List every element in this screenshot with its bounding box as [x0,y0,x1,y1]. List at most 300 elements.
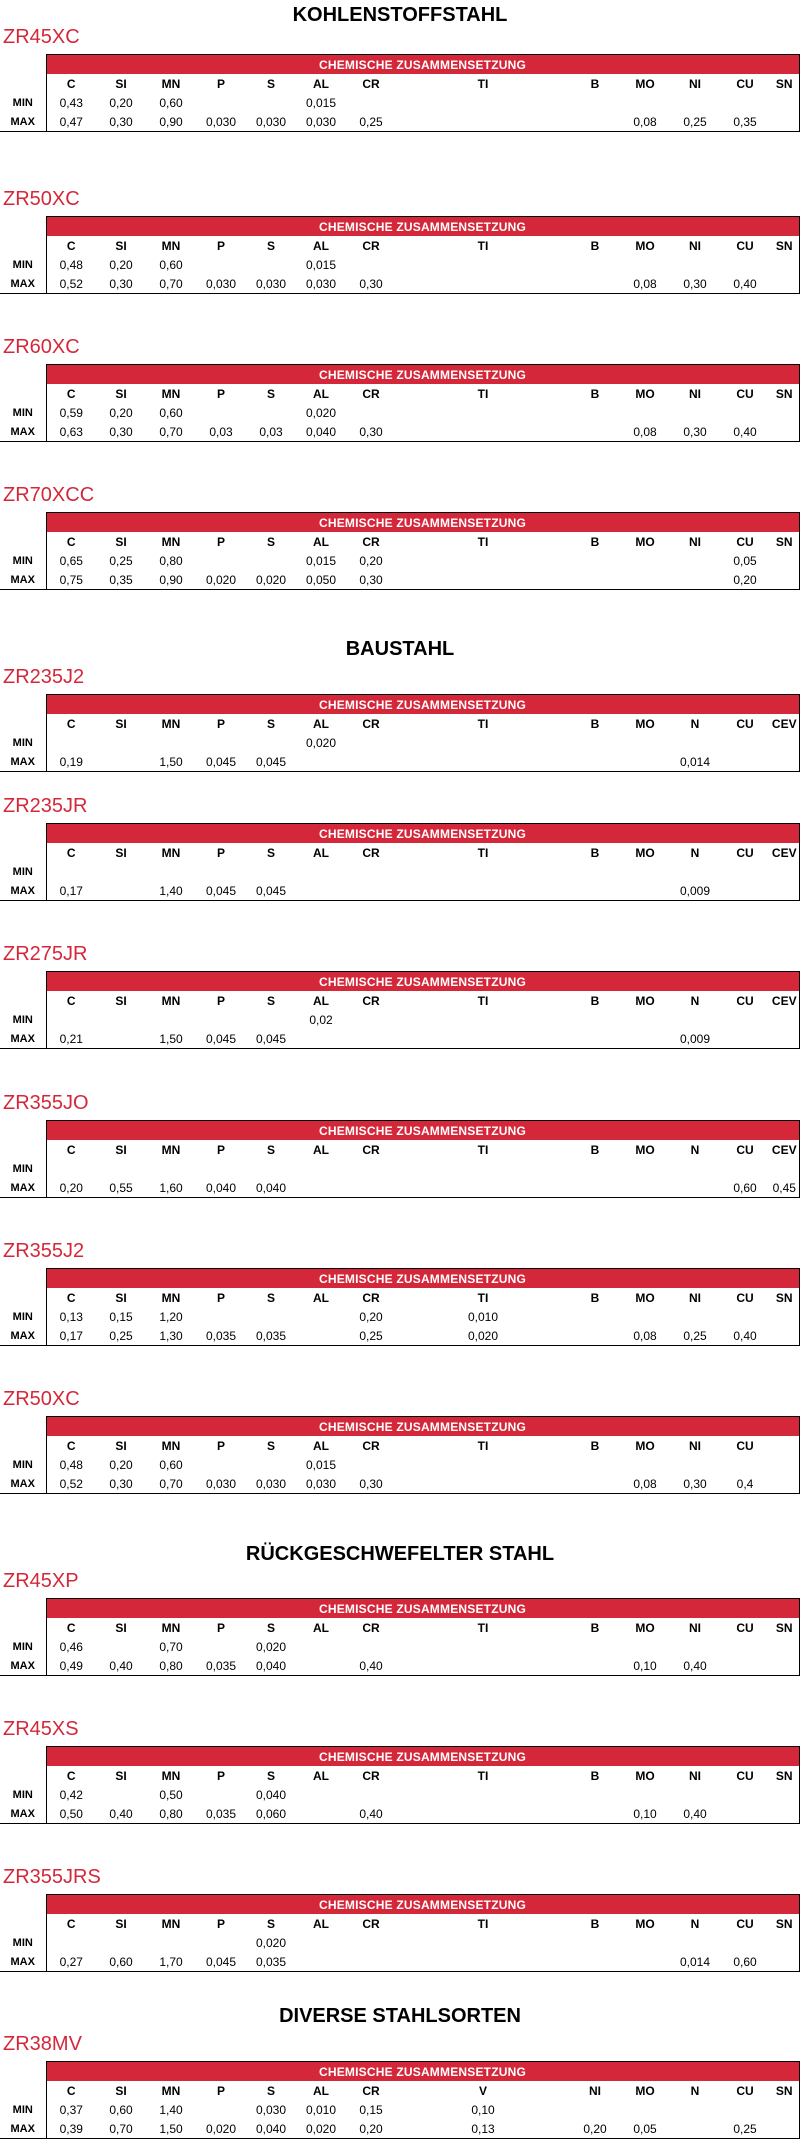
element-header: NI [689,238,701,253]
value-cell: 0,045 [196,1029,246,1049]
value-cell [720,1656,770,1676]
row-label-spacer [0,991,46,1010]
value-cell [720,255,770,274]
value-cell: 0,040 [246,1178,296,1198]
value-cell [620,2100,670,2119]
value-cell: 0,30 [96,112,146,132]
value-cell [620,1933,670,1952]
element-header: P [216,76,225,91]
element-header: MN [161,76,181,91]
value-cell [570,422,620,442]
grade-title: ZR235JR [3,795,88,817]
value-cell [720,1307,770,1326]
element-header: B [590,1438,600,1453]
row-label: MIN [12,2103,33,2116]
value-cell [296,1656,346,1676]
value-cell: 0,020 [305,405,337,420]
max-row [0,1804,799,1824]
value-cell: 0,10 [620,1804,670,1824]
element-header: MN [161,1438,181,1453]
value-cell [346,1455,396,1474]
value-cell [146,1010,196,1029]
row-label: MAX [0,1952,46,1972]
value-cell [396,1159,570,1178]
element-header: AL [313,1916,329,1931]
element-header: SI [115,238,127,253]
value-cell [396,1010,570,1029]
value-cell [770,112,799,132]
element-header: B [590,238,600,253]
value-cell: 0,25 [670,1326,720,1346]
value-cell: 0,52 [46,274,96,294]
element-header-row [0,236,799,255]
max-row [0,570,799,590]
min-row [0,1159,799,1178]
max-row [0,1656,799,1676]
element-header: SI [115,716,127,731]
value-cell: 0,30 [96,1474,146,1494]
value-cell [396,1933,570,1952]
value-cell [620,1637,670,1656]
value-cell: 0,40 [96,1804,146,1824]
value-cell [96,881,146,901]
value-cell [770,1804,799,1824]
element-header-row [0,1618,799,1637]
element-header: NI [689,534,701,549]
value-cell: 0,60 [109,2102,133,2117]
max-row [0,274,799,294]
value-cell [770,2119,799,2139]
composition-table-zr50xc [0,1416,800,1494]
row-label-spacer [0,532,46,551]
value-cell [570,2100,620,2119]
value-cell: 0,35 [96,570,146,590]
value-cell [570,862,620,881]
value-cell: 0,21 [46,1029,96,1049]
value-cell: 0,014 [670,1952,720,1972]
composition-header-band: CHEMISCHE ZUSAMMENSETZUNG [46,972,799,992]
value-cell [770,255,799,274]
element-header: C [46,1914,96,1933]
element-header: CU [736,1438,754,1453]
value-cell: 0,70 [146,1474,196,1494]
band-spacer [0,1417,46,1437]
element-header: CU [736,2083,754,2098]
value-cell [620,1952,670,1972]
row-label-spacer [0,1436,46,1455]
band-row [0,824,799,844]
value-cell [770,2100,799,2119]
section-title-kohlenstoffstahl: KOHLENSTOFFSTAHL [292,4,508,26]
element-header: N [690,845,700,860]
element-header: CU [736,76,754,91]
value-cell: 0,60 [96,1952,146,1972]
value-cell: 0,02 [309,1012,333,1027]
element-header: SN [770,1766,799,1785]
element-header: SI [115,993,127,1008]
element-header: MO [635,76,655,91]
value-cell: 0,010 [467,1309,499,1324]
element-header: CU [736,534,754,549]
row-label: MAX [0,422,46,442]
element-header: C [46,991,96,1010]
value-cell [670,1159,720,1178]
value-cell [570,752,620,772]
value-cell [296,881,346,901]
value-cell [770,1952,799,1972]
value-cell [570,570,620,590]
value-cell [770,1307,799,1326]
value-cell [770,1455,799,1474]
element-header: N [690,1142,700,1157]
value-cell: 0,30 [96,422,146,442]
value-cell: 0,40 [96,1656,146,1676]
element-header: N [690,2083,700,2098]
element-header: AL [313,534,329,549]
row-label: MIN [12,1162,33,1175]
value-cell [570,1455,620,1474]
grade-title: ZR38MV [3,2033,82,2055]
value-cell [620,1010,670,1029]
value-cell: 1,50 [146,1029,196,1049]
element-header: C [46,2081,96,2100]
element-header: N [690,716,700,731]
value-cell [396,255,570,274]
min-row [0,551,799,570]
element-header-row [0,74,799,93]
value-cell [570,1010,620,1029]
element-header: C [46,1766,96,1785]
composition-header-band: CHEMISCHE ZUSAMMENSETZUNG [46,2062,799,2082]
element-header: CU [736,1768,754,1783]
element-header: P [216,1620,225,1635]
band-row [0,1269,799,1289]
value-cell: 0,015 [305,95,337,110]
value-cell [346,862,396,881]
value-cell [246,733,296,752]
element-header: CU [736,1620,754,1635]
value-cell: 0,030 [296,1474,346,1494]
value-cell: 0,03 [196,422,246,442]
composition-table-zr45xs [0,1746,800,1824]
value-cell [720,1029,770,1049]
value-cell [96,1933,146,1952]
composition-header-band: CHEMISCHE ZUSAMMENSETZUNG [46,1599,799,1619]
value-cell [246,551,296,570]
element-header: SI [115,1916,127,1931]
value-cell [346,403,396,422]
element-header: B [590,1768,600,1783]
value-cell [720,403,770,422]
band-spacer [0,217,46,237]
element-header: SN [770,236,799,255]
value-cell [670,551,720,570]
element-header: MO [635,1620,655,1635]
composition-header-band: CHEMISCHE ZUSAMMENSETZUNG [46,217,799,237]
value-cell [620,733,670,752]
composition-table-zr60xc [0,364,800,442]
value-cell [720,733,770,752]
element-header: S [266,1768,275,1783]
value-cell: 0,03 [246,422,296,442]
max-row [0,422,799,442]
value-cell [570,1029,620,1049]
value-cell: 0,17 [46,881,96,901]
band-spacer [0,695,46,715]
value-cell [96,1785,146,1804]
element-header: SI [115,1290,127,1305]
value-cell: 0,040 [246,2119,296,2139]
value-cell: 0,05 [733,553,757,568]
element-header: P [216,1768,225,1783]
value-cell: 0,30 [346,570,396,590]
value-cell [670,570,720,590]
row-label: MAX [0,881,46,901]
element-header: MN [161,238,181,253]
value-cell [146,862,196,881]
min-row [0,403,799,422]
value-cell: 0,17 [46,1326,96,1346]
element-header: CU [736,238,754,253]
composition-table-zr355jrs [0,1894,800,1972]
value-cell: 0,009 [670,1029,720,1049]
row-label-spacer [0,236,46,255]
element-header: C [46,1618,96,1637]
row-label-spacer [0,843,46,862]
element-header: TI [477,76,489,91]
value-cell [296,1637,346,1656]
grade-title: ZR275JR [3,943,88,965]
value-cell [770,1029,799,1049]
value-cell [620,1785,670,1804]
value-cell: 0,010 [305,2102,337,2117]
value-cell: 0,30 [670,422,720,442]
element-header: SI [115,2083,127,2098]
value-cell: 0,08 [620,1326,670,1346]
value-cell [770,1326,799,1346]
value-cell [346,1159,396,1178]
element-header: B [590,1290,600,1305]
element-header: NI [689,1768,701,1783]
element-header: TI [477,845,489,860]
value-cell: 1,20 [159,1309,183,1324]
value-cell [246,93,296,112]
value-cell [620,403,670,422]
value-cell: 0,035 [196,1656,246,1676]
min-row [0,1307,799,1326]
row-label: MAX [0,1326,46,1346]
band-row [0,1895,799,1915]
value-cell [720,862,770,881]
band-row [0,1121,799,1141]
value-cell: 0,050 [296,570,346,590]
element-header: P [216,845,225,860]
row-label-spacer [0,714,46,733]
value-cell: 0,05 [620,2119,670,2139]
element-header: CR [362,1768,380,1783]
element-header: C [46,1288,96,1307]
element-header: P [216,1438,225,1453]
value-cell [620,570,670,590]
element-header: C [46,74,96,93]
value-cell: 0,030 [246,1474,296,1494]
composition-header-band: CHEMISCHE ZUSAMMENSETZUNG [46,1121,799,1141]
value-cell: 0,030 [255,2102,287,2117]
value-cell: 0,10 [620,1656,670,1676]
element-header: AL [313,1620,329,1635]
value-cell [396,1178,570,1198]
value-cell [396,1785,570,1804]
value-cell: 0,65 [46,551,96,570]
element-header: MN [161,2083,181,2098]
value-cell [670,2100,720,2119]
element-header: S [266,1142,275,1157]
value-cell [720,1785,770,1804]
element-header: AL [313,845,329,860]
row-label: MIN [12,258,33,271]
composition-header-band: CHEMISCHE ZUSAMMENSETZUNG [46,55,799,75]
value-cell: 1,50 [146,2119,196,2139]
row-label: MIN [12,1310,33,1323]
min-row [0,1455,799,1474]
value-cell: 0,30 [346,274,396,294]
element-header: CR [362,1438,380,1453]
element-header: B [590,1620,600,1635]
value-cell: 0,63 [46,422,96,442]
element-header: B [590,845,600,860]
band-row [0,365,799,385]
value-cell: 0,045 [196,752,246,772]
value-cell: 0,80 [146,1804,196,1824]
min-row [0,1933,799,1952]
element-header: C [46,532,96,551]
value-cell: 0,15 [359,2102,383,2117]
element-header-row [0,714,799,733]
element-header: C [46,1140,96,1159]
min-row [0,862,799,881]
band-spacer [0,824,46,844]
row-label: MIN [12,96,33,109]
element-header: S [266,1620,275,1635]
value-cell [46,1010,96,1029]
max-row [0,752,799,772]
value-cell: 0,15 [109,1309,133,1324]
composition-header-band: CHEMISCHE ZUSAMMENSETZUNG [46,695,799,715]
element-header: CEV [770,843,799,862]
value-cell: 0,47 [46,112,96,132]
element-header: AL [313,1142,329,1157]
value-cell: 0,60 [159,257,183,272]
value-cell [570,403,620,422]
element-header: B [590,386,600,401]
composition-table-zr45xc [0,54,800,132]
element-header: B [590,1142,600,1157]
element-header: MO [635,534,655,549]
value-cell: 0,40 [346,1804,396,1824]
value-cell [770,570,799,590]
element-header: TI [477,386,489,401]
band-spacer [0,1747,46,1767]
value-cell [620,255,670,274]
element-header: MN [161,1290,181,1305]
element-header: TI [477,1438,489,1453]
min-row [0,1785,799,1804]
value-cell: 0,50 [159,1787,183,1802]
element-header: AL [313,993,329,1008]
row-label: MAX [0,1656,46,1676]
value-cell [720,2100,770,2119]
value-cell: 0,045 [196,881,246,901]
grade-title: ZR45XS [3,1718,79,1740]
value-cell [296,1785,346,1804]
element-header [770,1436,799,1455]
grade-title: ZR355JO [3,1092,89,1114]
value-cell [196,1637,246,1656]
value-cell [196,93,246,112]
element-header: CR [362,2083,380,2098]
grade-title: ZR70XCC [3,484,95,506]
element-header: CR [362,716,380,731]
element-header: P [216,716,225,731]
value-cell [96,1637,146,1656]
composition-header-band: CHEMISCHE ZUSAMMENSETZUNG [46,1895,799,1915]
element-header: S [266,1916,275,1931]
value-cell: 1,60 [146,1178,196,1198]
value-cell: 0,4 [720,1474,770,1494]
element-header: CR [362,1916,380,1931]
value-cell: 0,60 [720,1952,770,1972]
element-header: CR [362,1290,380,1305]
value-cell [396,570,570,590]
value-cell [770,93,799,112]
value-cell: 0,20 [720,570,770,590]
element-header: MN [161,1620,181,1635]
value-cell: 0,20 [359,553,383,568]
band-spacer [0,1269,46,1289]
value-cell [346,1952,396,1972]
composition-header-band: CHEMISCHE ZUSAMMENSETZUNG [46,513,799,533]
value-cell [346,752,396,772]
element-header: SN [770,1288,799,1307]
row-label: MAX [0,112,46,132]
value-cell: 0,43 [46,93,96,112]
value-cell: 0,45 [770,1178,799,1198]
value-cell [620,1307,670,1326]
value-cell [570,112,620,132]
element-header: B [590,1916,600,1931]
element-header: TI [477,238,489,253]
value-cell [770,1656,799,1676]
row-label: MIN [12,1458,33,1471]
value-cell: 0,70 [146,274,196,294]
value-cell [346,881,396,901]
element-header: MO [635,1142,655,1157]
value-cell: 0,13 [46,1307,96,1326]
value-cell [720,752,770,772]
element-header: CEV [770,714,799,733]
value-cell: 0,020 [296,2119,346,2139]
element-header: TI [477,1142,489,1157]
element-header: AL [313,238,329,253]
element-header: MN [161,845,181,860]
value-cell: 0,48 [46,1455,96,1474]
value-cell [620,862,670,881]
element-header: N [690,993,700,1008]
element-header: SI [115,386,127,401]
grade-title: ZR235J2 [3,666,85,688]
composition-header-band: CHEMISCHE ZUSAMMENSETZUNG [46,1747,799,1767]
value-cell: 0,25 [720,2119,770,2139]
